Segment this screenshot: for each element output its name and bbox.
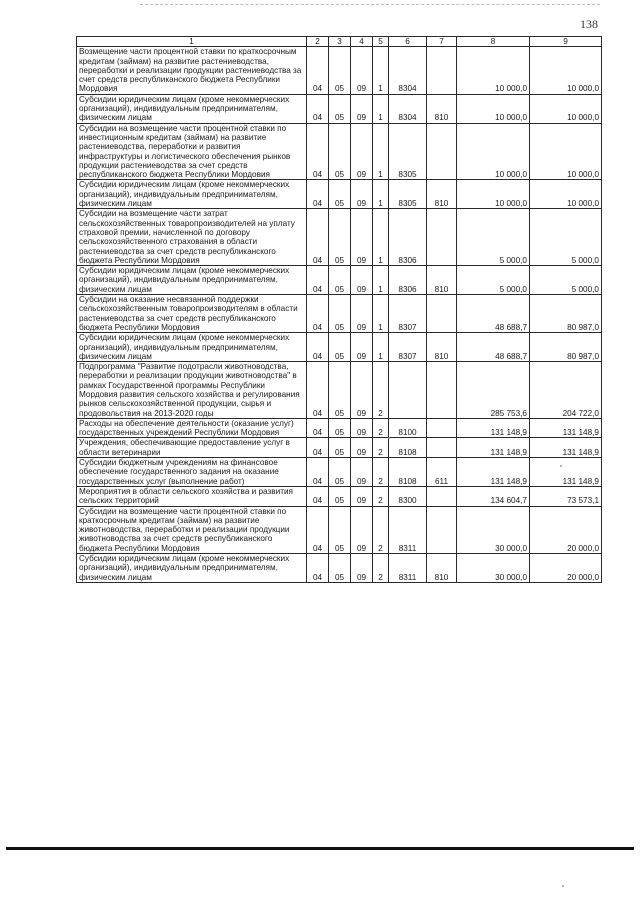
amount-year2-cell: 5 000,0 <box>530 209 602 266</box>
amount-year2-cell: 10 000,0 <box>530 94 602 123</box>
subsection-code-cell: 05 <box>329 486 351 506</box>
amount-year2-cell: 131 148,9 <box>530 418 602 438</box>
scan-speck <box>388 437 390 439</box>
item-name-cell: Субсидии на оказание несвязанной поддержки сельскохозяйственным товаропроизводителям в области растениеводства за счет средств республиканского бюджета Республики Мордовия <box>77 295 307 333</box>
expense-type-cell <box>427 209 457 266</box>
program-code-cell: 09 <box>351 333 373 362</box>
program-code-cell: 09 <box>351 180 373 209</box>
header-cell: 8 <box>457 37 530 47</box>
header-cell: 5 <box>373 37 389 47</box>
header-cell: 2 <box>307 37 329 47</box>
item-name-cell: Мероприятия в области сельского хозяйства и развития сельских территорий <box>77 486 307 506</box>
section-code-cell: 04 <box>307 94 329 123</box>
subsection-code-cell: 05 <box>329 180 351 209</box>
table-row <box>77 438 602 458</box>
target-code-cell: 8311 <box>389 554 427 583</box>
subsection-code-cell: 05 <box>329 506 351 553</box>
program-code-cell: 09 <box>351 554 373 583</box>
expense-type-cell: 810 <box>427 180 457 209</box>
header-cell: 4 <box>351 37 373 47</box>
subsection-code-cell: 05 <box>329 333 351 362</box>
amount-year1-cell: 285 753,6 <box>457 362 530 419</box>
header-cell: 3 <box>329 37 351 47</box>
amount-year1-cell: 134 604,7 <box>457 486 530 506</box>
program-code-cell: 09 <box>351 123 373 180</box>
amount-year1-cell: 5 000,0 <box>457 266 530 295</box>
amount-year1-cell: 30 000,0 <box>457 554 530 583</box>
subsection-code-cell: 05 <box>329 418 351 438</box>
section-code-cell: 04 <box>307 438 329 458</box>
header-cell: 9 <box>530 37 602 47</box>
program-code-cell: 09 <box>351 47 373 94</box>
expense-type-cell <box>427 438 457 458</box>
header-cell: 7 <box>427 37 457 47</box>
header-cell: 6 <box>389 37 427 47</box>
subprogram-code-cell: 2 <box>373 554 389 583</box>
amount-year2-cell: 204 722,0 <box>530 362 602 419</box>
table-row <box>77 209 602 266</box>
target-code-cell: 8108 <box>389 458 427 487</box>
expense-type-cell <box>427 295 457 333</box>
section-code-cell: 04 <box>307 333 329 362</box>
scan-speck <box>560 465 562 467</box>
amount-year2-cell: 10 000,0 <box>530 180 602 209</box>
item-name-cell: Расходы на обеспечение деятельности (оказание услуг) государственных учреждений Республики Мордовия <box>77 418 307 438</box>
page-number: 138 <box>580 17 598 31</box>
section-code-cell: 04 <box>307 506 329 553</box>
target-code-cell: 8100 <box>389 418 427 438</box>
item-name-cell: Субсидии на возмещение части процентной ставки по краткосрочным кредитам (займам) на развитие животноводства, переработки и реализации продукции животноводства за счет средств республиканского бюджета Республики Мордовия <box>77 506 307 553</box>
header-cell: 1 <box>77 37 307 47</box>
bottom-rule <box>6 847 634 850</box>
subprogram-code-cell: 1 <box>373 123 389 180</box>
subsection-code-cell: 05 <box>329 295 351 333</box>
subprogram-code-cell: 1 <box>373 47 389 94</box>
amount-year2-cell: 80 987,0 <box>530 333 602 362</box>
subprogram-code-cell: 1 <box>373 180 389 209</box>
subsection-code-cell: 05 <box>329 362 351 419</box>
item-name-cell: Субсидии юридическим лицам (кроме некоммерческих организаций), индивидуальным предпринимателям, физическим лицам <box>77 180 307 209</box>
target-code-cell: 8304 <box>389 94 427 123</box>
target-code-cell: 8305 <box>389 123 427 180</box>
subsection-code-cell: 05 <box>329 266 351 295</box>
table-row <box>77 123 602 180</box>
amount-year2-cell: 131 148,9 <box>530 458 602 487</box>
subsection-code-cell: 05 <box>329 47 351 94</box>
expense-type-cell: 810 <box>427 554 457 583</box>
amount-year1-cell: 48 688,7 <box>457 333 530 362</box>
target-code-cell: 8307 <box>389 333 427 362</box>
subprogram-code-cell: 2 <box>373 438 389 458</box>
program-code-cell: 09 <box>351 94 373 123</box>
target-code-cell: 8305 <box>389 180 427 209</box>
item-name-cell: Подпрограмма "Развитие подотрасли животноводства, переработки и реализации продукции животноводства" в рамках Государственной программы Республики Мордовия развития сельского хозяйства и регулирования рынков сельскохозяйственной продукции, сырья и продовольствия на 2013-2020 годы <box>77 362 307 419</box>
header-row <box>77 37 602 47</box>
item-name-cell: Субсидии на возмещение части процентной ставки по инвестиционным кредитам (займам) на развитие растениеводства, переработки и развития инфраструктуры и логистического обеспечения рынков продукции растениеводства за счет средств республиканского бюджета Республики Мордовия <box>77 123 307 180</box>
table-row <box>77 418 602 438</box>
program-code-cell: 09 <box>351 418 373 438</box>
program-code-cell: 09 <box>351 438 373 458</box>
section-code-cell: 04 <box>307 295 329 333</box>
target-code-cell <box>389 362 427 419</box>
amount-year2-cell: 5 000,0 <box>530 266 602 295</box>
table-row <box>77 333 602 362</box>
item-name-cell: Субсидии юридическим лицам (кроме некоммерческих организаций), индивидуальным предпринимателям, физическим лицам <box>77 554 307 583</box>
program-code-cell: 09 <box>351 266 373 295</box>
target-code-cell: 8311 <box>389 506 427 553</box>
amount-year2-cell: 131 148,9 <box>530 438 602 458</box>
item-name-cell: Субсидии бюджетным учреждениям на финансовое обеспечение государственного задания на оказание государственных услуг (выполнение работ) <box>77 458 307 487</box>
subsection-code-cell: 05 <box>329 554 351 583</box>
section-code-cell: 04 <box>307 554 329 583</box>
subsection-code-cell: 05 <box>329 209 351 266</box>
item-name-cell: Учреждения, обеспечивающие предоставление услуг в области ветеринарии <box>77 438 307 458</box>
amount-year2-cell: 80 987,0 <box>530 295 602 333</box>
target-code-cell: 8108 <box>389 438 427 458</box>
budget-table <box>76 36 602 583</box>
amount-year2-cell: 10 000,0 <box>530 47 602 94</box>
program-code-cell: 09 <box>351 362 373 419</box>
section-code-cell: 04 <box>307 486 329 506</box>
subprogram-code-cell: 1 <box>373 266 389 295</box>
section-code-cell: 04 <box>307 458 329 487</box>
section-code-cell: 04 <box>307 266 329 295</box>
amount-year1-cell: 10 000,0 <box>457 180 530 209</box>
subprogram-code-cell: 2 <box>373 506 389 553</box>
table-row <box>77 362 602 419</box>
expense-type-cell <box>427 362 457 419</box>
expense-type-cell <box>427 47 457 94</box>
section-code-cell: 04 <box>307 180 329 209</box>
item-name-cell: Возмещение части процентной ставки по краткосрочным кредитам (займам) на развитие растениеводства, переработки и реализации продукции растениеводства за счет средств республиканского бюджета Республики Мордовия <box>77 47 307 94</box>
amount-year1-cell: 131 148,9 <box>457 438 530 458</box>
section-code-cell: 04 <box>307 209 329 266</box>
amount-year1-cell: 10 000,0 <box>457 47 530 94</box>
table-body <box>77 47 602 583</box>
amount-year1-cell: 131 148,9 <box>457 458 530 487</box>
program-code-cell: 09 <box>351 458 373 487</box>
program-code-cell: 09 <box>351 209 373 266</box>
subprogram-code-cell: 1 <box>373 94 389 123</box>
item-name-cell: Субсидии юридическим лицам (кроме некоммерческих организаций), индивидуальным предпринимателям, физическим лицам <box>77 333 307 362</box>
subsection-code-cell: 05 <box>329 94 351 123</box>
subsection-code-cell: 05 <box>329 438 351 458</box>
subprogram-code-cell: 1 <box>373 295 389 333</box>
expense-type-cell: 611 <box>427 458 457 487</box>
target-code-cell: 8307 <box>389 295 427 333</box>
target-code-cell: 8304 <box>389 47 427 94</box>
amount-year2-cell: 10 000,0 <box>530 123 602 180</box>
subprogram-code-cell: 2 <box>373 486 389 506</box>
table-row <box>77 486 602 506</box>
amount-year1-cell: 48 688,7 <box>457 295 530 333</box>
section-code-cell: 04 <box>307 362 329 419</box>
amount-year2-cell: 20 000,0 <box>530 506 602 553</box>
subprogram-code-cell: 1 <box>373 209 389 266</box>
subsection-code-cell: 05 <box>329 458 351 487</box>
amount-year1-cell: 10 000,0 <box>457 94 530 123</box>
table-row <box>77 180 602 209</box>
expense-type-cell: 810 <box>427 333 457 362</box>
subsection-code-cell: 05 <box>329 123 351 180</box>
expense-type-cell <box>427 506 457 553</box>
amount-year2-cell: 73 573,1 <box>530 486 602 506</box>
amount-year1-cell: 30 000,0 <box>457 506 530 553</box>
amount-year1-cell: 10 000,0 <box>457 123 530 180</box>
expense-type-cell <box>427 123 457 180</box>
expense-type-cell: 810 <box>427 94 457 123</box>
subprogram-code-cell: 1 <box>373 333 389 362</box>
amount-year1-cell: 5 000,0 <box>457 209 530 266</box>
item-name-cell: Субсидии юридическим лицам (кроме некоммерческих организаций), индивидуальным предпринимателям, физическим лицам <box>77 94 307 123</box>
table-row <box>77 266 602 295</box>
section-code-cell: 04 <box>307 418 329 438</box>
item-name-cell: Субсидии юридическим лицам (кроме некоммерческих организаций), индивидуальным предпринимателям, физическим лицам <box>77 266 307 295</box>
subprogram-code-cell: 2 <box>373 418 389 438</box>
table-row <box>77 458 602 487</box>
program-code-cell: 09 <box>351 295 373 333</box>
amount-year2-cell: 20 000,0 <box>530 554 602 583</box>
section-code-cell: 04 <box>307 123 329 180</box>
item-name-cell: Субсидии на возмещение части затрат сельскохозяйственных товаропроизводителей на уплату страховой премии, начисленной по договору сельскохозяйственного страхования в области растениеводства за счет средств республиканского бюджета Республики Мордовия <box>77 209 307 266</box>
expense-type-cell <box>427 418 457 438</box>
section-code-cell: 04 <box>307 47 329 94</box>
table-row <box>77 295 602 333</box>
scan-speck <box>562 885 564 887</box>
target-code-cell: 8306 <box>389 209 427 266</box>
subprogram-code-cell: 2 <box>373 362 389 419</box>
target-code-cell: 8306 <box>389 266 427 295</box>
subprogram-code-cell: 2 <box>373 458 389 487</box>
expense-type-cell: 810 <box>427 266 457 295</box>
expense-type-cell <box>427 486 457 506</box>
table-row <box>77 506 602 553</box>
target-code-cell: 8300 <box>389 486 427 506</box>
program-code-cell: 09 <box>351 506 373 553</box>
program-code-cell: 09 <box>351 486 373 506</box>
scan-artifact-line <box>140 4 600 5</box>
table-row <box>77 47 602 94</box>
amount-year1-cell: 131 148,9 <box>457 418 530 438</box>
table-row <box>77 94 602 123</box>
table-row <box>77 554 602 583</box>
